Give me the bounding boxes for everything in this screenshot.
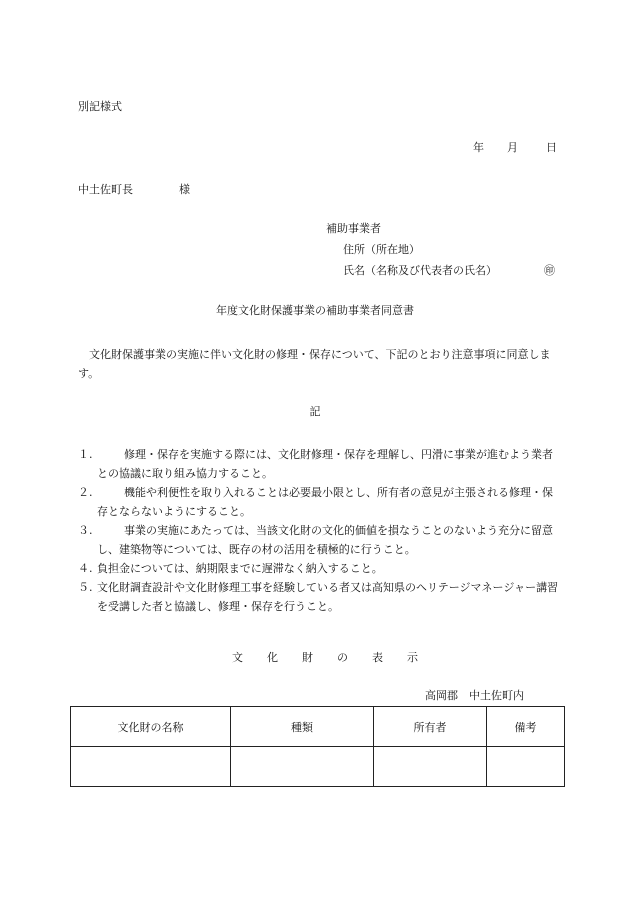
date-day-label: 日 (546, 141, 557, 154)
notice-item (78, 559, 562, 578)
seal-mark: ㊞ (544, 264, 555, 277)
notice-item (78, 521, 562, 559)
item-text: 修理・保存を実施する際には、文化財修理・保存を理解し、円滑に事業が進むよう業者との協議に取り組み協力すること。 (97, 448, 553, 480)
table-cell-remarks (487, 747, 565, 787)
column-header-owner: 所有者 (374, 707, 487, 747)
heading-char: 示 (407, 651, 418, 664)
heading-char: 表 (372, 651, 383, 664)
date-line (470, 141, 560, 155)
cultural-property-display-heading (232, 651, 422, 665)
table-cell-type (231, 747, 374, 787)
ki-heading: 記 (309, 405, 321, 418)
heading-char: 文 (232, 651, 243, 664)
table-header-row (71, 707, 565, 747)
date-year-label: 年 (473, 141, 484, 154)
item-number: ５. (78, 581, 93, 594)
notice-item (78, 483, 562, 521)
table-row (71, 747, 565, 787)
heading-char: の (337, 651, 348, 664)
intro-paragraph: 文化財保護事業の実施に伴い文化財の修理・保存について、下記のとおり注意事項に同意します。 (78, 348, 551, 380)
addressee (78, 183, 190, 197)
item-text: 機能や利便性を取り入れることは必要最小限とし、所有者の意見が主張される修理・保存とならないようにすること。 (97, 486, 553, 518)
table-cell-owner (374, 747, 487, 787)
form-label: 別記様式 (78, 100, 122, 113)
item-text: 文化財調査設計や文化財修理工事を経験している者又は高知県のヘリテージマネージャー講習を受講した者と協議し、修理・保存を行うこと。 (97, 581, 559, 613)
addressee-honorific: 様 (179, 183, 190, 196)
item-number: ４. (78, 562, 93, 575)
column-header-name: 文化財の名称 (71, 707, 231, 747)
applicant-role: 補助事業者 (326, 222, 381, 235)
applicant-name-label: 氏名（名称及び代表者の氏名） (343, 264, 497, 277)
notice-item (78, 578, 562, 616)
notice-item (78, 445, 562, 483)
applicant-address-label: 住所（所在地） (343, 243, 420, 256)
item-number: ３. (78, 524, 93, 537)
location-label: 高岡郡 中土佐町内 (425, 689, 524, 702)
notice-items-list (78, 445, 562, 616)
heading-char: 財 (302, 651, 313, 664)
addressee-name: 中土佐町長 (78, 183, 133, 196)
table-cell-name (71, 747, 231, 787)
document-title: 年度文化財保護事業の補助事業者同意書 (216, 304, 414, 317)
item-number: ２. (78, 486, 93, 499)
date-month-label: 月 (507, 141, 518, 154)
item-text: 事業の実施にあたっては、当該文化財の文化的価値を損なうことのないよう充分に留意し、建築物等については、既存の材の活用を積極的に行うこと。 (97, 524, 553, 556)
item-number: １. (78, 448, 93, 461)
item-text: 負担金については、納期限までに遅滞なく納入すること。 (97, 562, 383, 575)
column-header-remarks: 備考 (487, 707, 565, 747)
column-header-type: 種類 (231, 707, 374, 747)
heading-char: 化 (267, 651, 278, 664)
cultural-property-table (70, 706, 565, 787)
